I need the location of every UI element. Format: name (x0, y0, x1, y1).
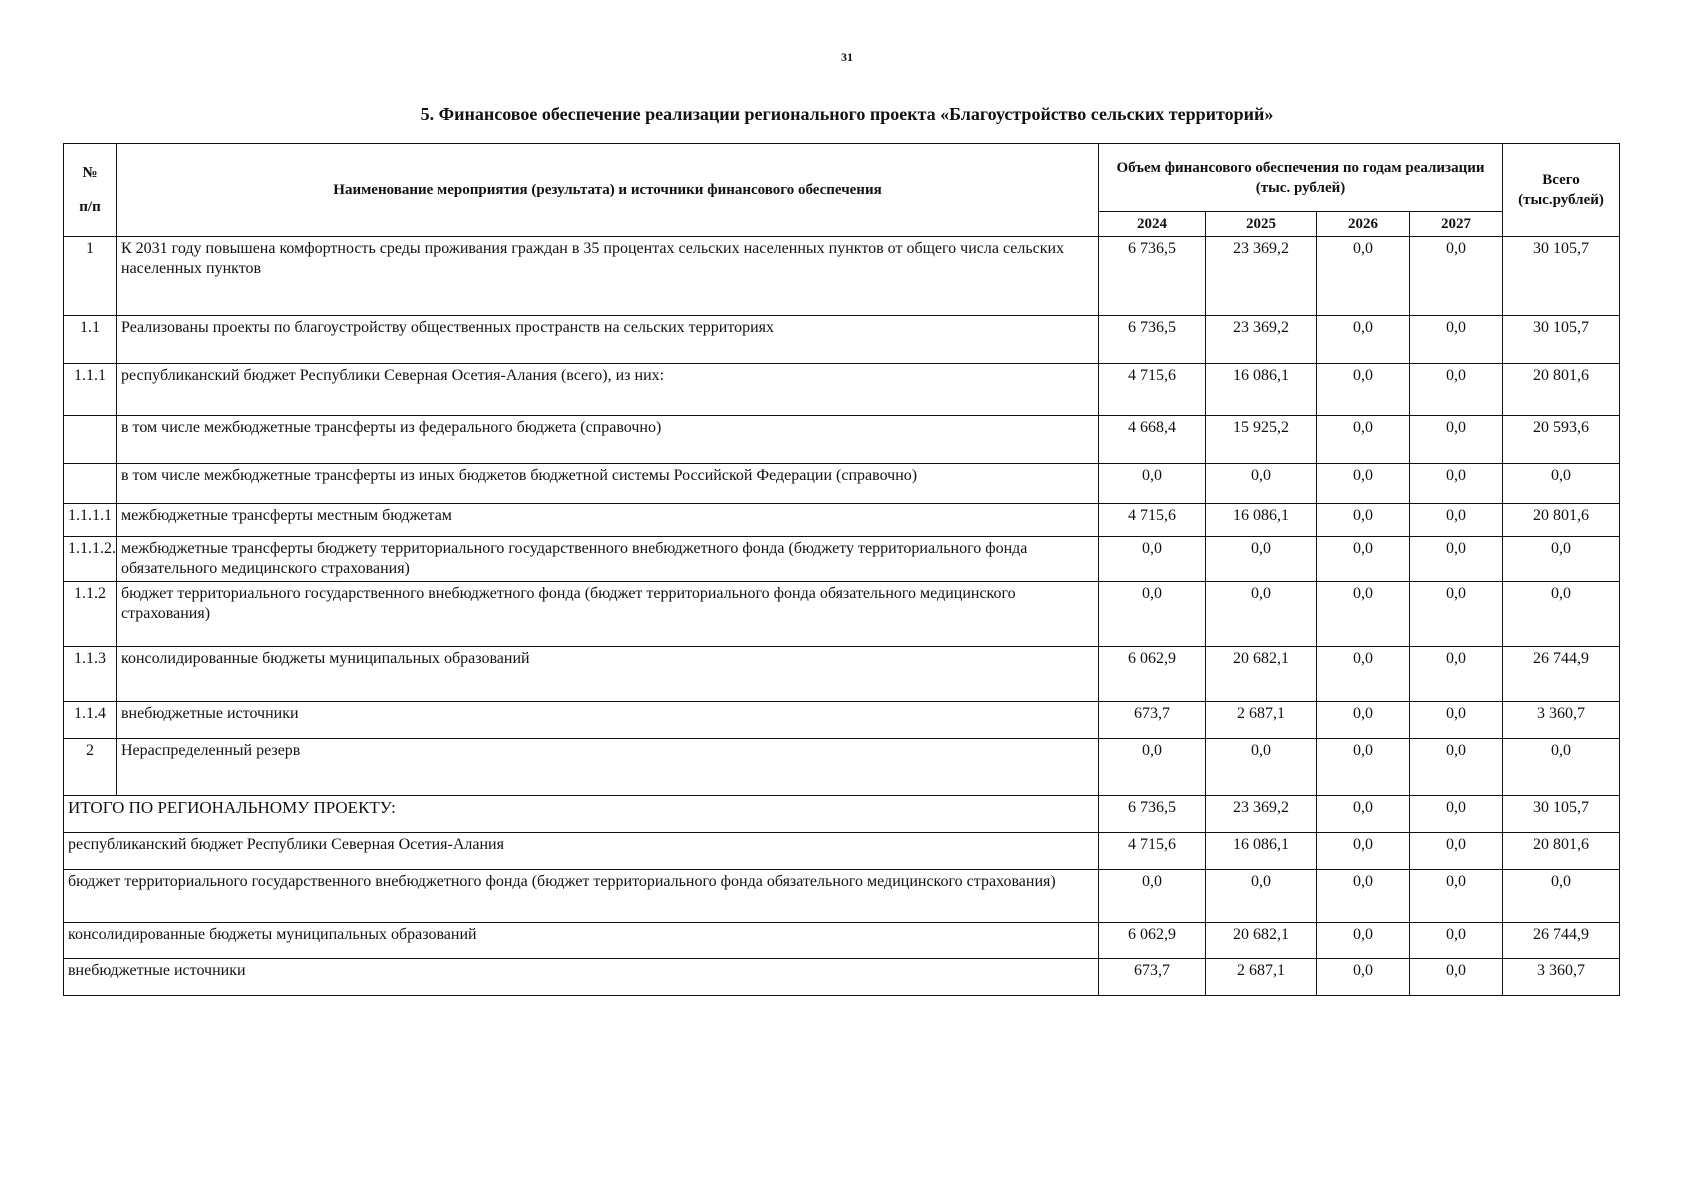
row-value: 0,0 (1317, 237, 1410, 316)
row-value: 0,0 (1410, 739, 1503, 796)
row-value: 0,0 (1410, 416, 1503, 464)
row-value: 0,0 (1410, 316, 1503, 364)
total-row-value: 6 062,9 (1099, 923, 1206, 959)
row-name: консолидированные бюджеты муниципальных образований (117, 647, 1099, 702)
row-value: 0,0 (1099, 739, 1206, 796)
financing-table (63, 143, 1620, 996)
row-value: 0,0 (1410, 464, 1503, 504)
total-row-value: 23 369,2 (1206, 796, 1317, 833)
row-name: К 2031 году повышена комфортность среды проживания граждан в 35 процентах сельских населенных пунктов от общего числа сельских населенных пунктов (117, 237, 1099, 316)
total-row (64, 796, 1620, 833)
table-row (64, 739, 1620, 796)
table-row (64, 464, 1620, 504)
row-number: 1.1.1 (64, 364, 117, 416)
header-num-sign: № (82, 165, 98, 181)
row-name: республиканский бюджет Республики Северная Осетия-Алания (всего), из них: (117, 364, 1099, 416)
row-value: 0,0 (1099, 582, 1206, 647)
header-volume: Объем финансового обеспечения по годам реализации (тыс. рублей) (1099, 144, 1503, 212)
row-value: 0,0 (1410, 504, 1503, 537)
total-row-value: 20 682,1 (1206, 923, 1317, 959)
row-value: 0,0 (1317, 537, 1410, 582)
table-row (64, 237, 1620, 316)
total-row-value: 0,0 (1410, 796, 1503, 833)
row-value: 2 687,1 (1206, 702, 1317, 739)
row-value: 6 736,5 (1099, 237, 1206, 316)
row-value: 23 369,2 (1206, 237, 1317, 316)
total-row-name: консолидированные бюджеты муниципальных образований (64, 923, 1099, 959)
total-row-value: 0,0 (1317, 959, 1410, 996)
total-row-value: 6 736,5 (1099, 796, 1206, 833)
row-value: 0,0 (1410, 237, 1503, 316)
header-total: Всего (тыс.рублей) (1503, 144, 1620, 237)
table-row (64, 582, 1620, 647)
header-num-sub: п/п (79, 199, 101, 215)
row-value: 673,7 (1099, 702, 1206, 739)
row-value: 0,0 (1206, 537, 1317, 582)
total-row-value: 0,0 (1410, 923, 1503, 959)
total-row-value: 2 687,1 (1206, 959, 1317, 996)
table-row (64, 647, 1620, 702)
row-value: 4 715,6 (1099, 504, 1206, 537)
row-value: 0,0 (1099, 464, 1206, 504)
row-name: межбюджетные трансферты бюджету территориального государственного внебюджетного фонда (бюджету территориального фонда обязательного медицинского страхования) (117, 537, 1099, 582)
row-name: межбюджетные трансферты местным бюджетам (117, 504, 1099, 537)
header-name: Наименование мероприятия (результата) и источники финансового обеспечения (117, 144, 1099, 237)
total-row-value: 4 715,6 (1099, 833, 1206, 870)
row-value: 20 682,1 (1206, 647, 1317, 702)
row-number (64, 464, 117, 504)
total-row-value: 0,0 (1317, 923, 1410, 959)
row-number: 1.1.1.1 (64, 504, 117, 537)
total-row-value: 0,0 (1410, 959, 1503, 996)
row-value: 0,0 (1410, 582, 1503, 647)
total-row-name: ИТОГО ПО РЕГИОНАЛЬНОМУ ПРОЕКТУ: (64, 796, 1099, 833)
row-name: Нераспределенный резерв (117, 739, 1099, 796)
row-value: 0,0 (1410, 537, 1503, 582)
row-number: 1.1.2 (64, 582, 117, 647)
header-year: 2024 (1099, 212, 1206, 237)
table-row (64, 504, 1620, 537)
total-row-value: 0,0 (1410, 833, 1503, 870)
row-total: 20 801,6 (1503, 364, 1620, 416)
total-row-value: 0,0 (1317, 870, 1410, 923)
row-total: 20 801,6 (1503, 504, 1620, 537)
row-value: 0,0 (1317, 464, 1410, 504)
row-value: 0,0 (1206, 739, 1317, 796)
row-name: в том числе межбюджетные трансферты из федерального бюджета (справочно) (117, 416, 1099, 464)
total-row-total: 3 360,7 (1503, 959, 1620, 996)
total-row-value: 0,0 (1317, 796, 1410, 833)
row-number (64, 416, 117, 464)
page-number: 31 (841, 50, 853, 64)
row-value: 0,0 (1206, 582, 1317, 647)
row-total: 0,0 (1503, 464, 1620, 504)
row-value: 6 736,5 (1099, 316, 1206, 364)
row-name: Реализованы проекты по благоустройству общественных пространств на сельских территориях (117, 316, 1099, 364)
row-value: 0,0 (1317, 364, 1410, 416)
row-value: 0,0 (1317, 582, 1410, 647)
total-row-value: 0,0 (1410, 870, 1503, 923)
row-value: 4 715,6 (1099, 364, 1206, 416)
row-value: 0,0 (1206, 464, 1317, 504)
row-value: 6 062,9 (1099, 647, 1206, 702)
row-total: 0,0 (1503, 739, 1620, 796)
row-value: 15 925,2 (1206, 416, 1317, 464)
row-total: 0,0 (1503, 537, 1620, 582)
row-value: 0,0 (1410, 702, 1503, 739)
header-year: 2027 (1410, 212, 1503, 237)
row-value: 16 086,1 (1206, 364, 1317, 416)
table-row (64, 702, 1620, 739)
total-row-name: бюджет территориального государственного внебюджетного фонда (бюджет территориального фонда обязательного медицинского страхования) (64, 870, 1099, 923)
header-year: 2025 (1206, 212, 1317, 237)
header-num (64, 144, 117, 237)
row-value: 0,0 (1317, 739, 1410, 796)
row-value: 0,0 (1317, 702, 1410, 739)
total-row-name: республиканский бюджет Республики Северная Осетия-Алания (64, 833, 1099, 870)
total-row-total: 0,0 (1503, 870, 1620, 923)
row-number: 1 (64, 237, 117, 316)
row-total: 20 593,6 (1503, 416, 1620, 464)
table-row (64, 416, 1620, 464)
row-name: бюджет территориального государственного внебюджетного фонда (бюджет территориального фонда обязательного медицинского страхования) (117, 582, 1099, 647)
row-number: 1.1.4 (64, 702, 117, 739)
row-value: 16 086,1 (1206, 504, 1317, 537)
row-total: 30 105,7 (1503, 316, 1620, 364)
table-body (64, 237, 1620, 996)
row-value: 0,0 (1410, 647, 1503, 702)
row-name: в том числе межбюджетные трансферты из иных бюджетов бюджетной системы Российской Федерации (справочно) (117, 464, 1099, 504)
row-total: 30 105,7 (1503, 237, 1620, 316)
row-value: 0,0 (1410, 364, 1503, 416)
total-row-total: 26 744,9 (1503, 923, 1620, 959)
row-number: 2 (64, 739, 117, 796)
row-value: 0,0 (1099, 537, 1206, 582)
row-value: 0,0 (1317, 647, 1410, 702)
total-row (64, 833, 1620, 870)
row-total: 26 744,9 (1503, 647, 1620, 702)
row-name: внебюджетные источники (117, 702, 1099, 739)
total-row (64, 870, 1620, 923)
row-number: 1.1.1.2. (64, 537, 117, 582)
row-total: 3 360,7 (1503, 702, 1620, 739)
total-row-value: 16 086,1 (1206, 833, 1317, 870)
total-row-value: 0,0 (1206, 870, 1317, 923)
row-number: 1.1.3 (64, 647, 117, 702)
table-row (64, 316, 1620, 364)
total-row-total: 30 105,7 (1503, 796, 1620, 833)
row-value: 0,0 (1317, 504, 1410, 537)
row-value: 23 369,2 (1206, 316, 1317, 364)
total-row (64, 923, 1620, 959)
total-row-value: 673,7 (1099, 959, 1206, 996)
total-row-total: 20 801,6 (1503, 833, 1620, 870)
row-value: 0,0 (1317, 416, 1410, 464)
total-row-value: 0,0 (1099, 870, 1206, 923)
row-value: 0,0 (1317, 316, 1410, 364)
total-row (64, 959, 1620, 996)
table-row (64, 537, 1620, 582)
header-year: 2026 (1317, 212, 1410, 237)
row-number: 1.1 (64, 316, 117, 364)
row-total: 0,0 (1503, 582, 1620, 647)
document-title: 5. Финансовое обеспечение реализации регионального проекта «Благоустройство сельских территорий» (420, 104, 1274, 124)
row-value: 4 668,4 (1099, 416, 1206, 464)
total-row-value: 0,0 (1317, 833, 1410, 870)
total-row-name: внебюджетные источники (64, 959, 1099, 996)
table-row (64, 364, 1620, 416)
